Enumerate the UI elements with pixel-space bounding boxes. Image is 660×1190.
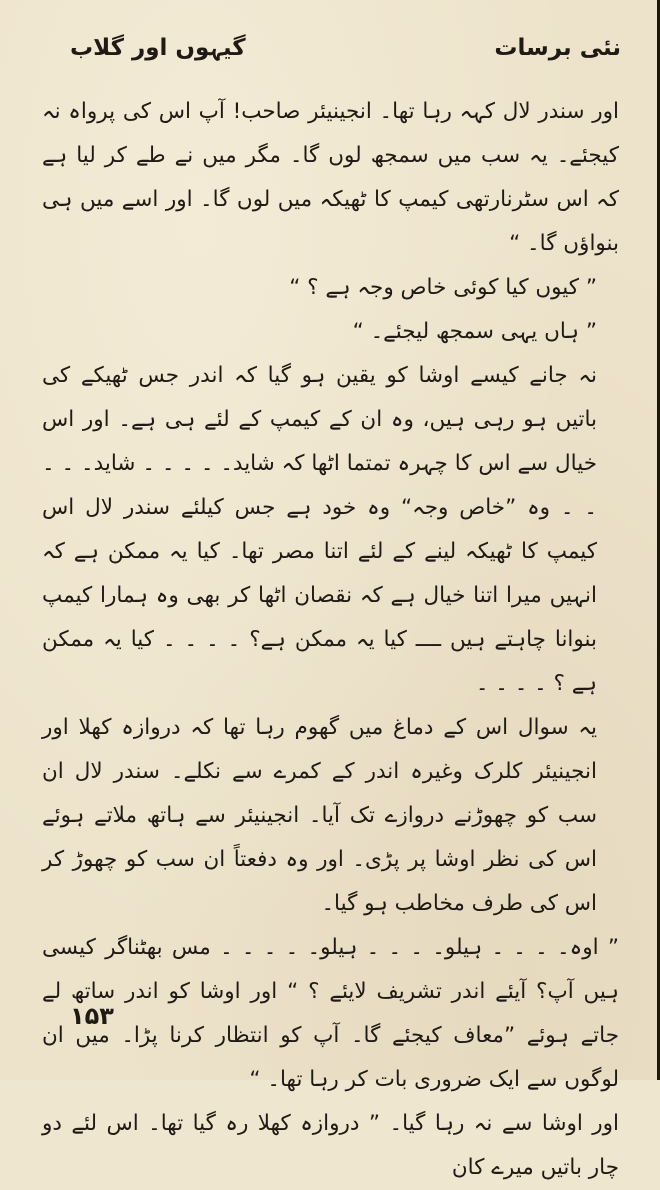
paragraph: اور اوشا سے نہ رہا گیا۔ ” دروازہ کھلا رہ گیا تھا۔ اس لئے دو چار باتیں میرے کان <box>42 1111 619 1180</box>
chapter-title: گیہوں اور گلاب <box>70 35 246 61</box>
paragraph: یہ سوال اس کے دماغ میں گھوم رہا تھا کہ دروازہ کھلا اور انجینیئر کلرک وغیرہ اندر کے کمرے سے نکلے۔ سندر لال ان سب کو چھوڑنے دروازے تک آیا۔ انجینیئر سے ہاتھ ملاتے ہوئے اس کی نظر اوشا پر پڑی۔ اور وہ دفعتاً ان سب کو چھوڑ کر اس کی طرف مخاطب ہو گیا۔ <box>42 715 597 916</box>
page-header <box>70 28 621 68</box>
paragraph: نہ جانے کیسے اوشا کو یقین ہو گیا کہ اندر جس ٹھیکے کی باتیں ہو رہی ہیں، وہ ان کے کیمپ کے لئے ہی ہے۔ اور اس خیال سے اس کا چہرہ تمتما اٹھا کہ شاید۔ ۔ ۔ ۔ ۔ شاید۔ ۔ ۔ ۔ ۔ وہ ”خاص وجہ“ وہ خود ہے جس کیلئے سندر لال اس کیمپ کا ٹھیکہ لینے کے لئے اتنا مصر تھا۔ کیا یہ ممکن ہے کہ انہیں میرا اتنا خیال ہے کہ نقصان اٹھا کر بھی وہ ہمارا کیمپ بنوانا چاہتے ہیں ــــ کیا یہ ممکن ہے؟ ۔ ۔ ۔ ۔ کیا یہ ممکن ہے ؟ ۔ ۔ ۔ ۔ <box>42 363 597 696</box>
paragraph: ” کیوں کیا کوئی خاص وجہ ہے ؟ “ <box>289 275 597 300</box>
page-number: ۱۵۳ <box>70 1002 114 1030</box>
paragraph: اور سندر لال کہہ رہا تھا۔ انجینیئر صاحب! آپ اس کی پرواہ نہ کیجئے۔ یہ سب میں سمجھ لوں گا۔ مگر میں نے طے کر لیا ہے کہ اس سٹرنارتھی کیمپ کا ٹھیکہ میں لوں گا۔ اور اسے میں ہی بنواؤں گا۔ “ <box>42 99 619 256</box>
paragraph: ” ہاں یہی سمجھ لیجئے۔ “ <box>352 319 597 344</box>
book-title: نئی برسات <box>494 35 621 61</box>
page-body <box>42 90 619 1190</box>
paragraph: ” اوہ۔ ۔ ۔ ۔ ہیلو۔ ۔ ۔ ۔ ہیلو۔ ۔ ۔ ۔ ۔ مس بھٹناگر کیسی ہیں آپ؟ آیئے اندر تشریف لایئے ؟ “ اور اوشا کو اندر ساتھ لے جاتے ہوئے ”معاف کیجئے گا۔ آپ کو انتظار کرنا پڑا۔ میں ان لوگوں سے ایک ضروری بات کر رہا تھا۔ “ <box>42 935 619 1092</box>
